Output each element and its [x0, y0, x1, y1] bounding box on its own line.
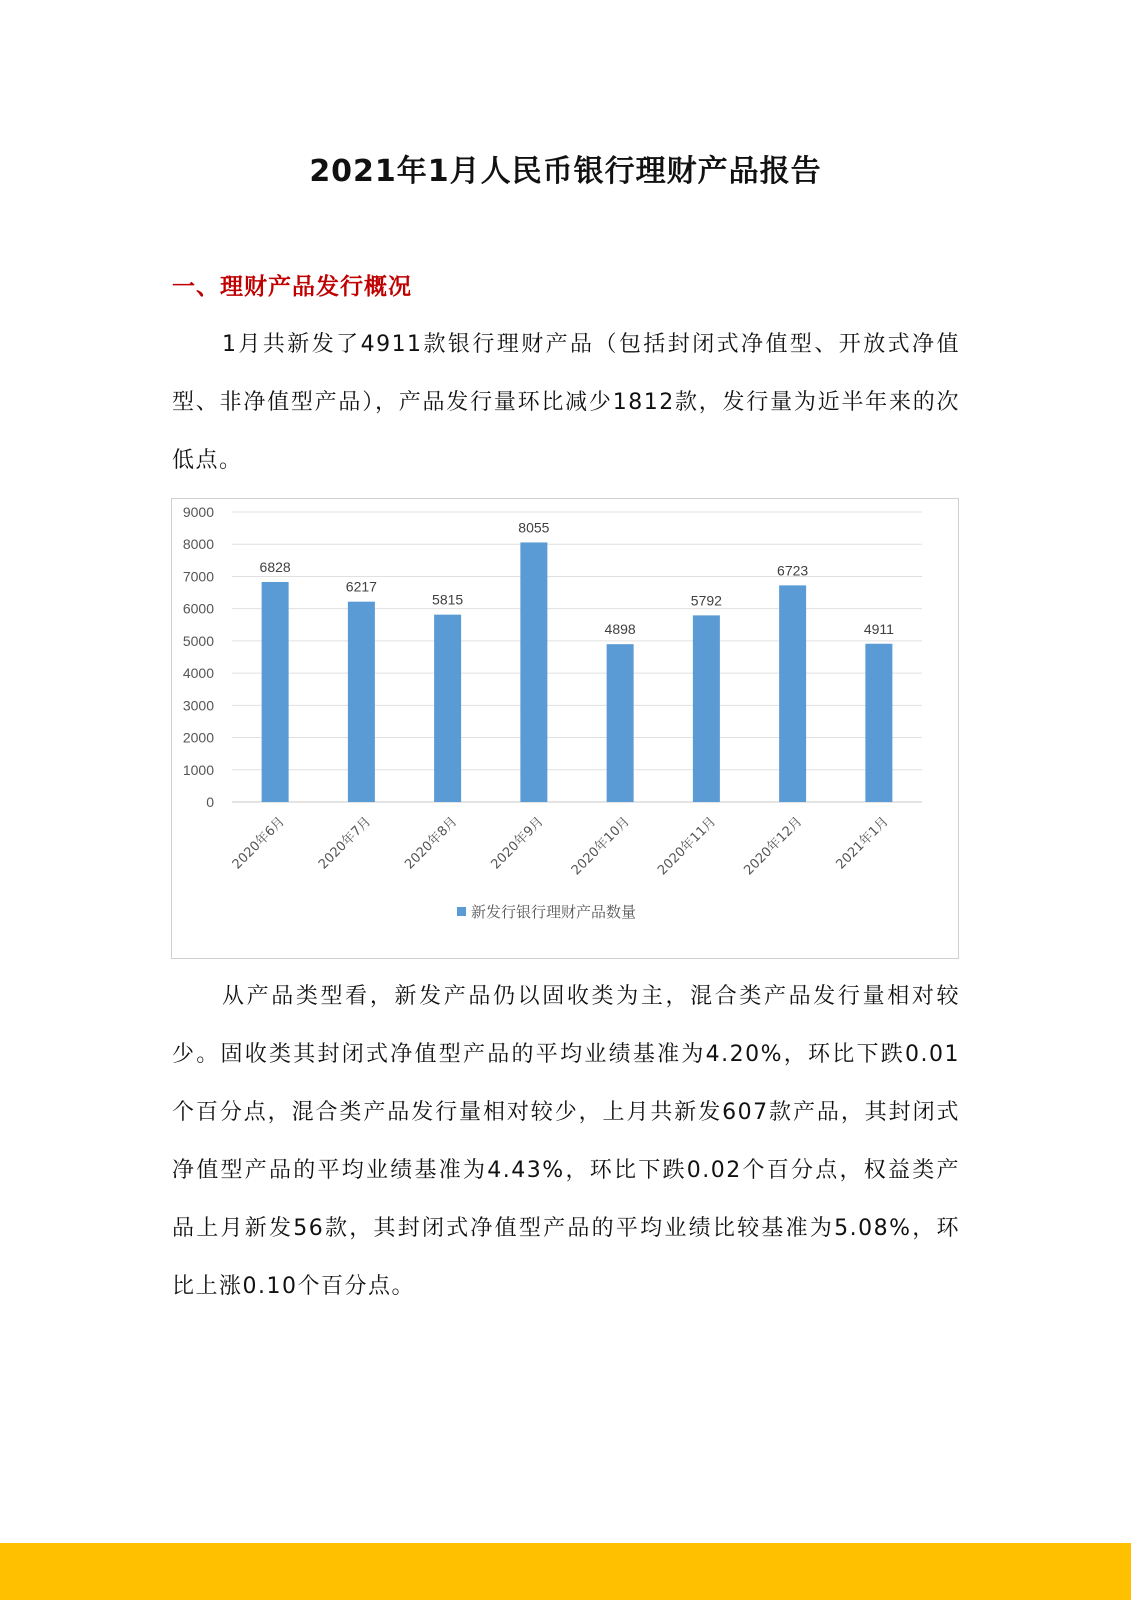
data-label: 8055: [518, 519, 550, 536]
bar: [693, 615, 720, 802]
x-tick-label: 2020年7月: [315, 814, 375, 873]
bar-chart: [171, 498, 959, 959]
gridlines: [232, 512, 922, 802]
y-tick-label: 0: [206, 794, 214, 810]
y-tick-label: 8000: [182, 536, 214, 553]
y-tick-label: 5000: [182, 632, 214, 649]
bar: [262, 582, 289, 802]
document-title: 2021年1月人民币银行理财产品报告: [309, 154, 822, 189]
y-axis-ticks: [183, 504, 214, 810]
paragraph-issuance-overview: 1月共新发了4911款银行理财产品（包括封闭式净值型、开放式净值型、非净值型产品），产品发行量环比减少1812款，发行量为近半年来的次低点。: [172, 332, 960, 473]
data-label: 4898: [604, 621, 636, 638]
data-label: 4911: [863, 620, 894, 637]
paragraph-product-types: 从产品类型看，新发产品仍以固收类为主，混合类产品发行量相对较少。固收类其封闭式净值型产品的平均业绩基准为4.20%，环比下跌0.01个百分点，混合类产品发行量相对较少，上月共新发607款产品，其封闭式净值型产品的平均业绩基准为4.43%，环比下跌0.02个百分点，权益类产品上月新发56款，其封闭式净值型产品的平均业绩比较基准为5.08%，环比上涨0.10个百分点。: [172, 984, 960, 1299]
y-tick-label: 2000: [182, 729, 214, 746]
y-tick-label: 6000: [182, 600, 214, 617]
x-tick-label: 2020年12月: [741, 814, 806, 879]
legend-swatch: [457, 907, 466, 916]
y-tick-label: 4000: [182, 665, 214, 682]
section-heading: 一、理财产品发行概况: [172, 274, 412, 300]
data-label: 6217: [345, 578, 377, 595]
data-label: 5792: [690, 592, 722, 609]
y-tick-label: 1000: [182, 761, 214, 778]
bar: [779, 585, 806, 802]
x-tick-label: 2021年1月: [833, 814, 892, 873]
legend: [457, 903, 636, 921]
x-tick-label: 2020年9月: [488, 814, 547, 873]
x-tick-label: 2020年8月: [402, 814, 461, 873]
legend-label: 新发行银行理财产品数量: [471, 903, 637, 921]
data-label: 5815: [432, 591, 464, 608]
bar: [434, 615, 461, 802]
x-tick-label: 2020年11月: [655, 814, 720, 879]
footer-bar: [0, 1543, 1131, 1600]
y-tick-label: 9000: [182, 504, 214, 520]
data-label: 6723: [777, 562, 809, 579]
x-tick-label: 2020年6月: [229, 814, 288, 873]
y-tick-label: 7000: [182, 568, 214, 585]
data-label: 6828: [259, 558, 291, 575]
bar-chart-svg: [172, 499, 960, 960]
x-tick-label: 2020年10月: [568, 814, 633, 879]
bar: [865, 644, 892, 802]
bar: [348, 602, 375, 802]
x-axis-ticks: [229, 814, 892, 879]
bar: [520, 542, 547, 802]
bar: [607, 644, 634, 802]
y-tick-label: 3000: [182, 697, 214, 714]
